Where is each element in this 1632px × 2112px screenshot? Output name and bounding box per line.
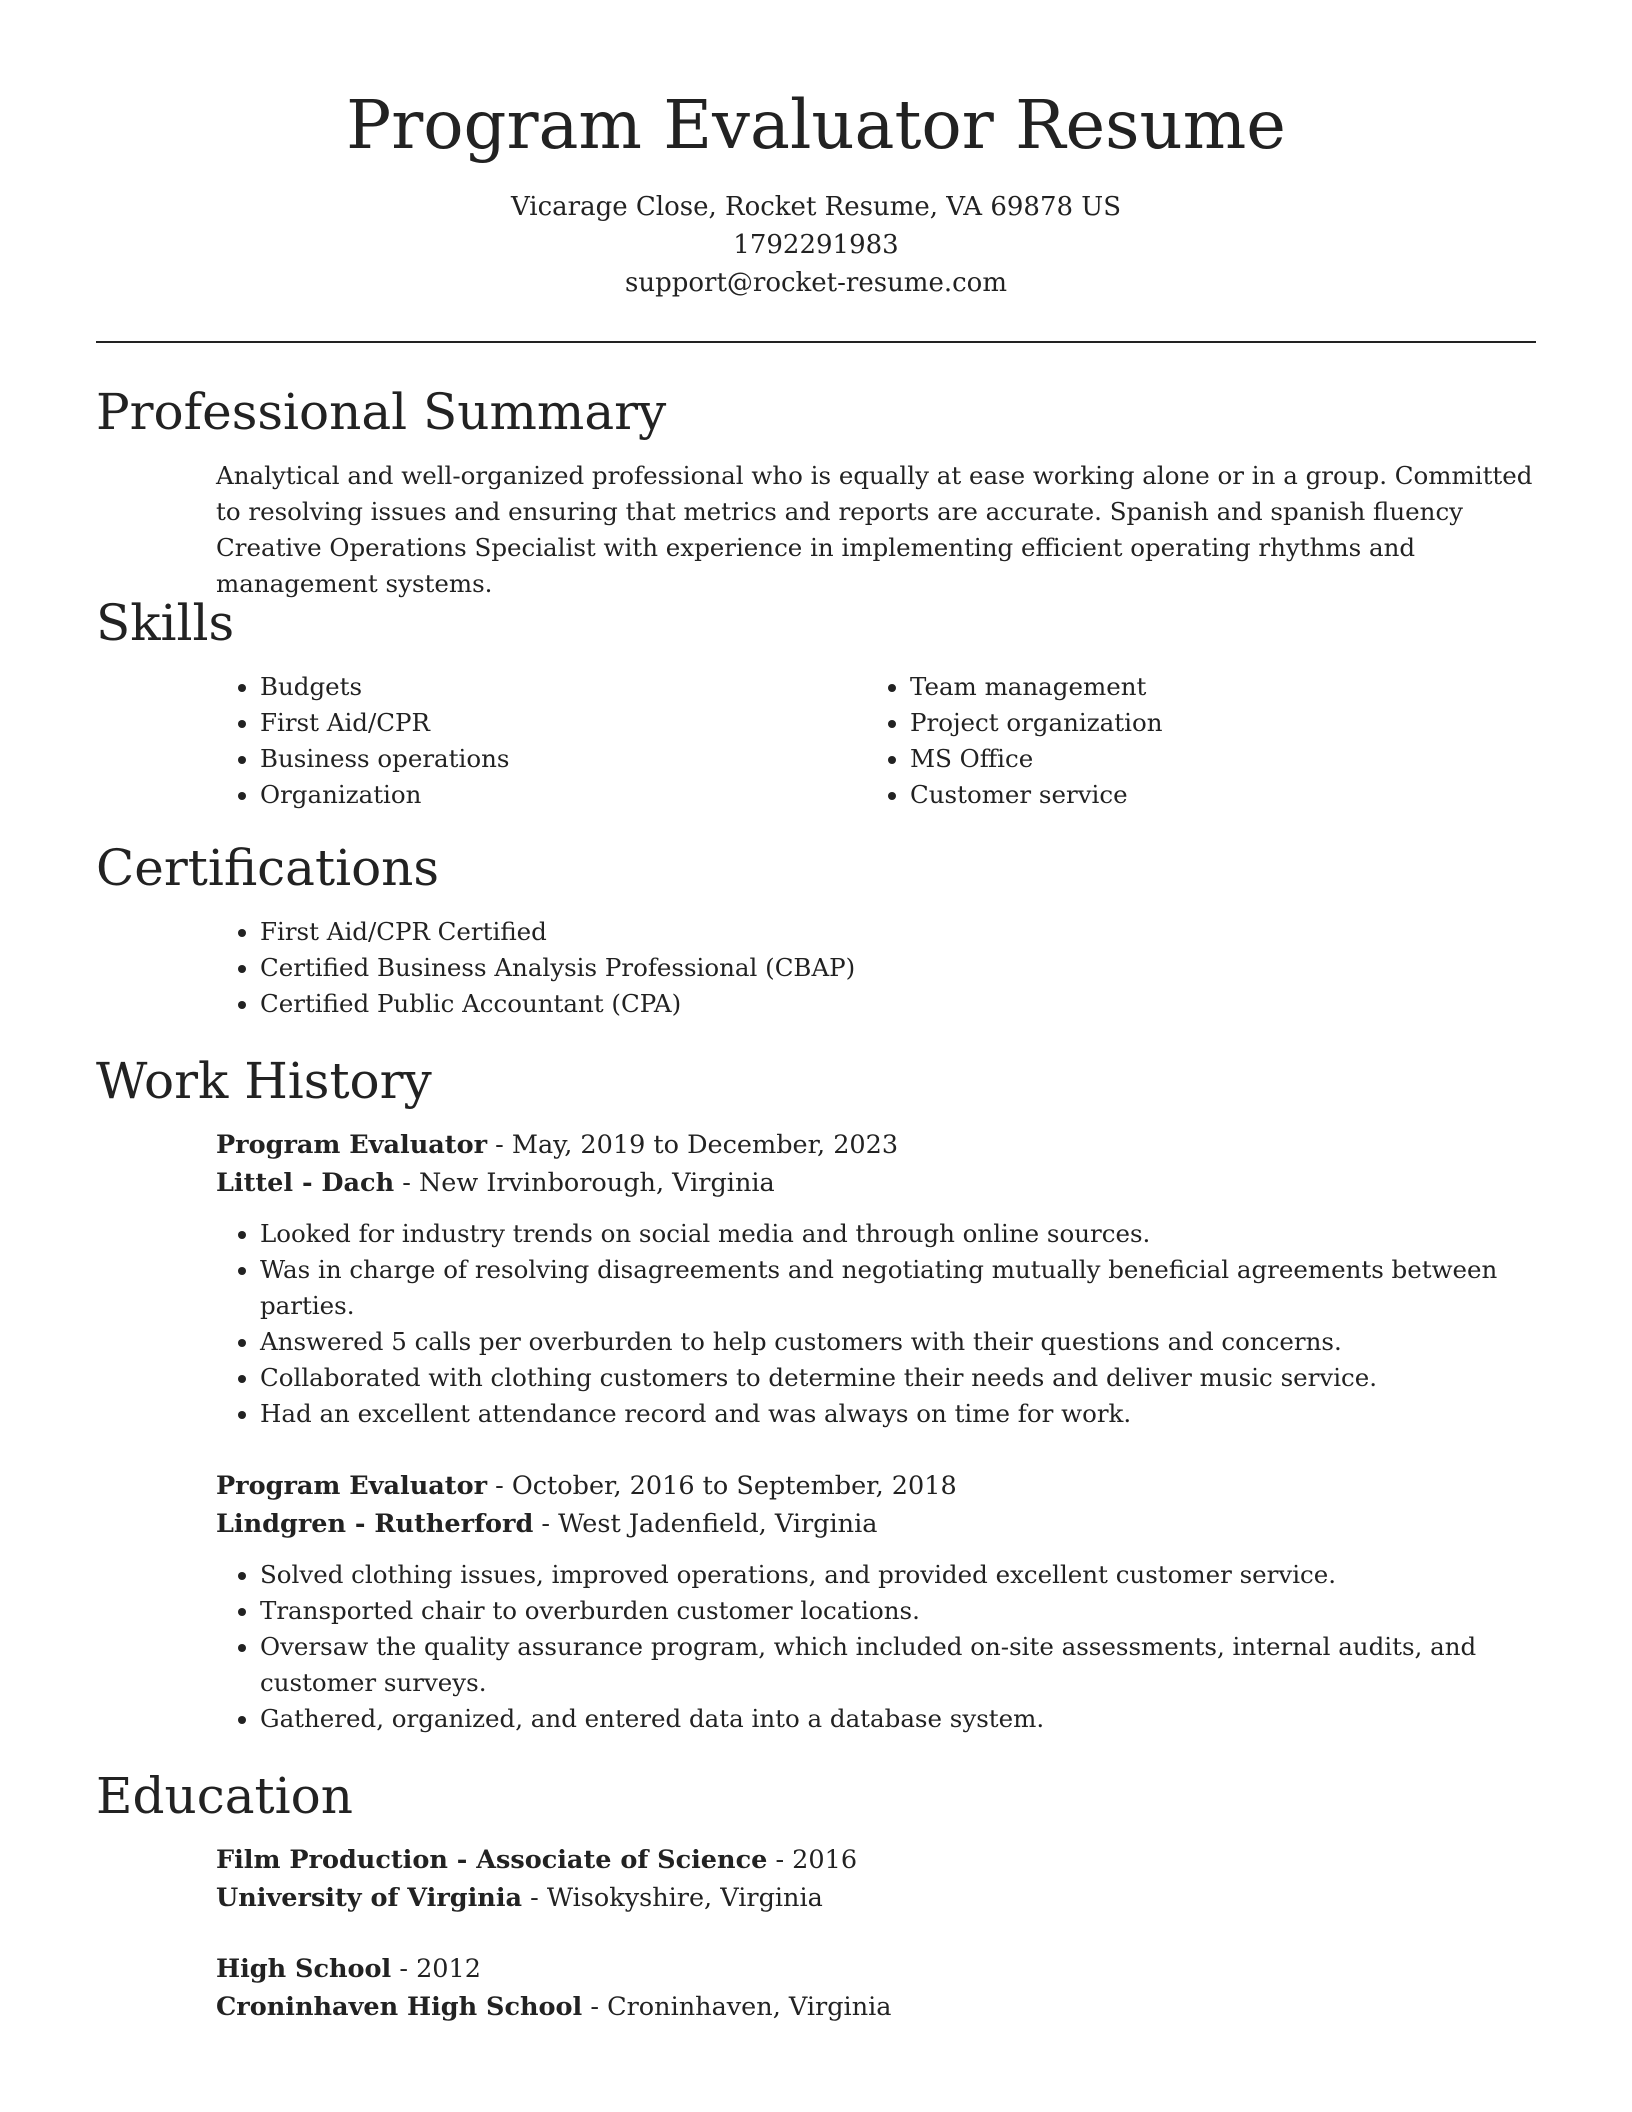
email: support@rocket-resume.com (624, 268, 1007, 298)
graduation-year: 2012 (416, 1954, 481, 1984)
work-history-heading: Work History (96, 1052, 432, 1110)
list-item: • Certified Business Analysis Professional (CBAP) (260, 950, 1536, 986)
list-item: • Oversaw the quality assurance program, which included on-site assessments, internal audits, and customer surveys. (260, 1629, 1536, 1701)
job-entry (216, 1467, 1536, 1737)
education-entry (216, 1950, 1536, 2026)
resume-header (96, 80, 1536, 302)
job-company-line: Lindgren - Rutherford - West Jadenfield, Virginia (216, 1509, 878, 1539)
list-item: • Team management (910, 669, 1516, 705)
education-entry (216, 1841, 1536, 1917)
graduation-year: 2016 (792, 1845, 858, 1875)
address: Vicarage Close, Rocket Resume, VA 69878 US (510, 192, 1122, 222)
list-item: • Had an excellent attendance record and was always on time for work. (260, 1396, 1536, 1432)
list-item: • Customer service (910, 777, 1516, 813)
school-line: Croninhaven High School - Croninhaven, Virginia (216, 1992, 892, 2022)
list-item: • Was in charge of resolving disagreements and negotiating mutually beneficial agreements between parties. (260, 1252, 1536, 1324)
list-item: • Transported chair to overburden customer locations. (260, 1593, 1536, 1629)
certifications-heading: Certifications (96, 839, 440, 897)
skills-column-right (866, 669, 1516, 813)
list-item: • Answered 5 calls per overburden to help customers with their questions and concerns. (260, 1324, 1536, 1360)
skills-column-left (216, 669, 866, 813)
job-company: Littel - Dach (216, 1168, 395, 1198)
job-dates: October, 2016 to September, 2018 (511, 1471, 957, 1501)
degree: Film Production - Associate of Science (216, 1845, 768, 1875)
job-company: Lindgren - Rutherford (216, 1509, 534, 1539)
school: University of Virginia (216, 1883, 523, 1913)
degree: High School (216, 1954, 392, 1984)
list-item: • Collaborated with clothing customers to determine their needs and deliver music service. (260, 1360, 1536, 1396)
list-item: • Looked for industry trends on social media and through online sources. (260, 1216, 1536, 1252)
list-item: • Certified Public Accountant (CPA) (260, 986, 1536, 1022)
contact-info (96, 188, 1536, 302)
list-item: • Project organization (910, 705, 1516, 741)
header-divider (96, 341, 1536, 343)
degree-line: High School - 2012 (216, 1954, 481, 1984)
job-title-line: Program Evaluator - October, 2016 to September, 2018 (216, 1471, 957, 1501)
list-item: • Solved clothing issues, improved operations, and provided excellent customer service. (260, 1557, 1536, 1593)
school-location: Wisokyshire, Virginia (546, 1883, 823, 1913)
certifications-list (216, 914, 1536, 1022)
list-item: • MS Office (910, 741, 1516, 777)
list-item: • Organization (260, 777, 866, 813)
skills-heading: Skills (96, 594, 235, 652)
phone: 1792291983 (733, 230, 899, 260)
job-dates: May, 2019 to December, 2023 (511, 1130, 899, 1160)
list-item: • Gathered, organized, and entered data into a database system. (260, 1701, 1536, 1737)
education-heading: Education (96, 1767, 353, 1825)
school-line: University of Virginia - Wisokyshire, Virginia (216, 1883, 823, 1913)
degree-line: Film Production - Associate of Science - 2016 (216, 1845, 858, 1875)
list-item: • First Aid/CPR Certified (260, 914, 1536, 950)
school: Croninhaven High School (216, 1992, 583, 2022)
job-entry (216, 1126, 1536, 1432)
summary-heading: Professional Summary (96, 383, 667, 441)
list-item: • First Aid/CPR (260, 705, 866, 741)
list-item: • Business operations (260, 741, 866, 777)
summary-text: Analytical and well-organized professional who is equally at ease working alone or in a group. Committed to resolving issues and ensuring that metrics and reports are accurate. Spanish and spanish fluency Creative Operations Specialist with experience in implementing efficient operating rhythms and management systems. (216, 461, 1533, 598)
job-title: Program Evaluator (216, 1471, 488, 1501)
list-item: • Budgets (260, 669, 866, 705)
job-duties (216, 1557, 1536, 1737)
job-title-line: Program Evaluator - May, 2019 to December, 2023 (216, 1130, 899, 1160)
job-company-line: Littel - Dach - New Irvinborough, Virginia (216, 1168, 775, 1198)
job-location: West Jadenfield, Virginia (558, 1509, 878, 1539)
job-location: New Irvinborough, Virginia (418, 1168, 775, 1198)
school-location: Croninhaven, Virginia (607, 1992, 892, 2022)
job-duties (216, 1216, 1536, 1432)
job-title: Program Evaluator (216, 1130, 488, 1160)
resume-title: Program Evaluator Resume (346, 86, 1286, 164)
skills-list (216, 669, 1536, 813)
